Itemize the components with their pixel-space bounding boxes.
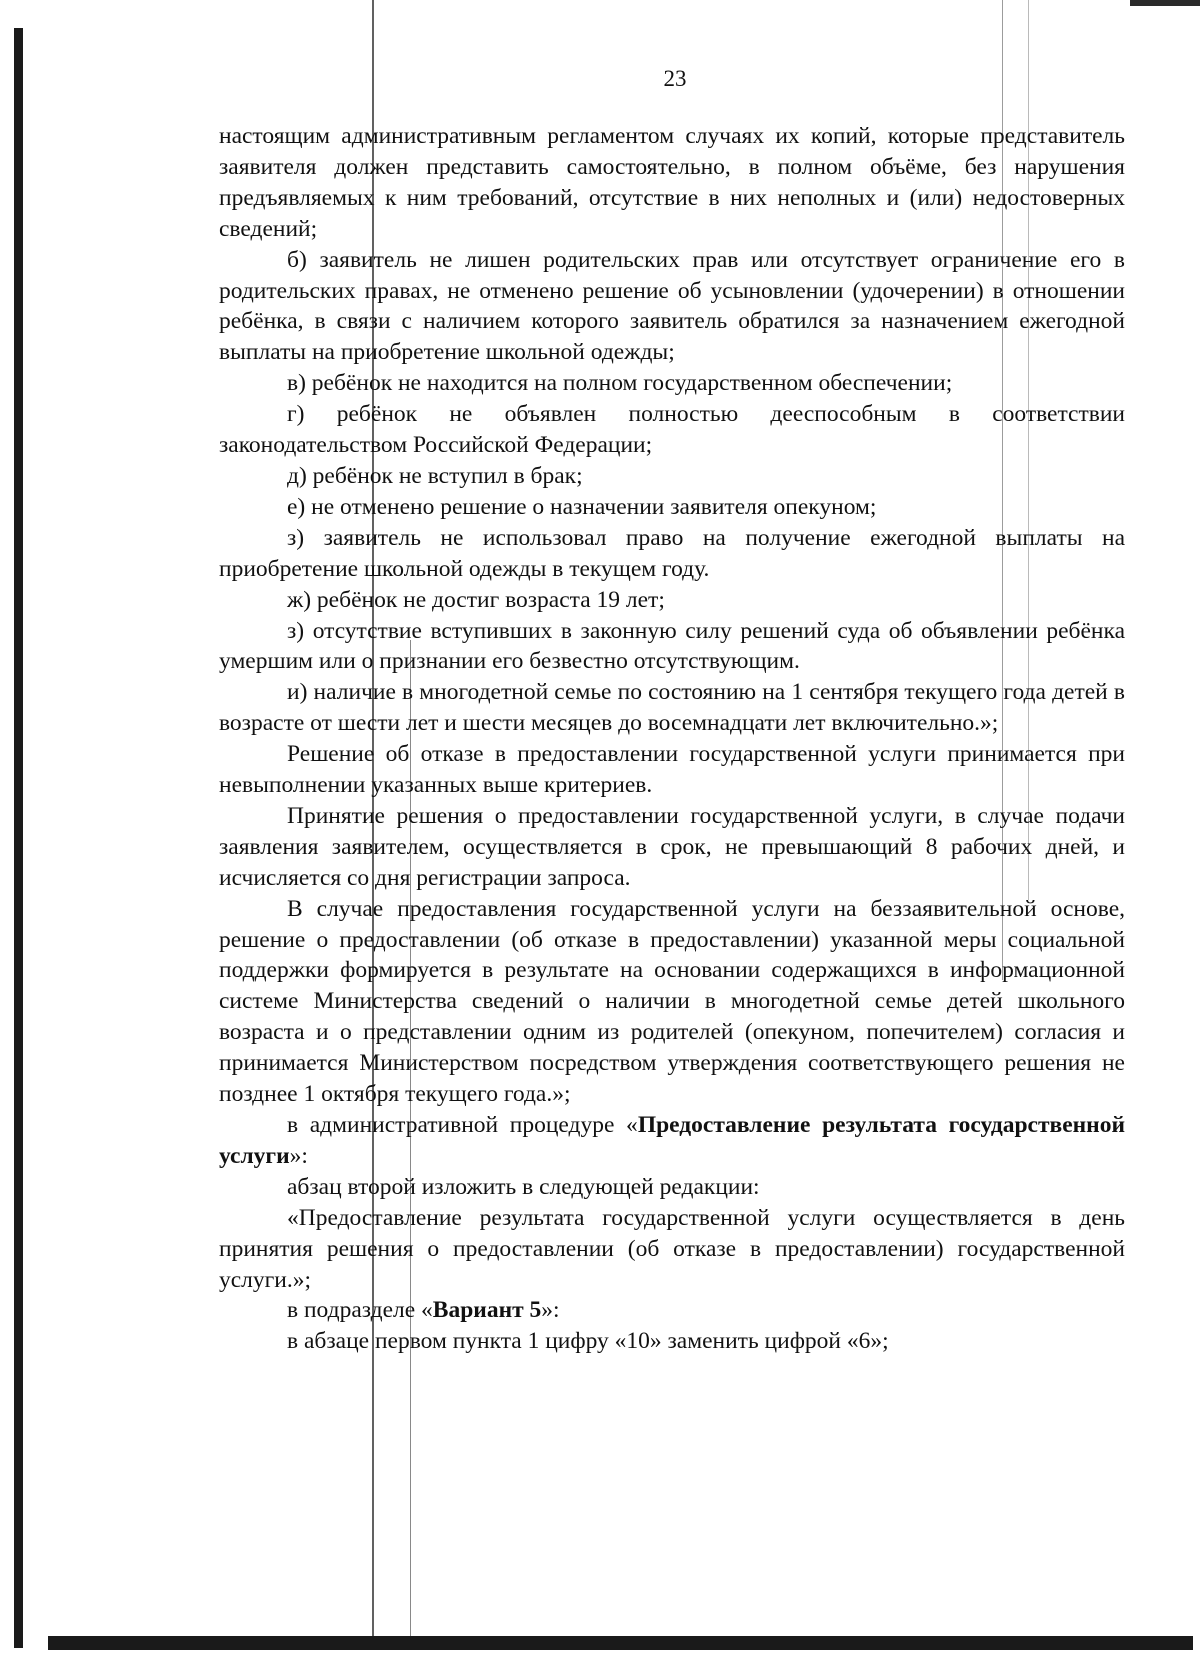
variant-title: Вариант 5 <box>432 1297 542 1324</box>
paragraph: «Предоставление результата государственной услуги осуществляется в день принятия решения о предоставлении (об отказе в предоставлении) государственной услуги.»; <box>219 1204 1125 1293</box>
paragraph: д) ребёнок не вступил в брак; <box>287 462 583 489</box>
variant-suffix: »: <box>541 1297 560 1324</box>
procedure-title: Предоставление результата государственной услуги <box>219 1112 1125 1169</box>
variant-prefix: в подразделе « <box>287 1297 433 1324</box>
paragraph: е) не отменено решение о назначении заявителя опекуном; <box>287 493 877 520</box>
paragraph: В случае предоставления государственной услуги на беззаявительной основе, решение о предоставлении (об отказе в предоставлении) указанной меры социальной поддержки формируется в результате на основании содержащихся в информационной системе Министерства сведений о наличии в многодетной семье детей школьного возраста и о представлении одним из родителей (опекуном, попечителем) согласия и принимается Министерством посредством утверждения соответствующего решения не позднее 1 октября текущего года.»; <box>219 895 1125 1108</box>
scan-left-edge <box>14 28 23 1648</box>
paragraph: и) наличие в многодетной семье по состоянию на 1 сентября текущего года детей в возрасте от шести лет и шести месяцев до восемнадцати лет включительно.»; <box>219 679 1125 737</box>
procedure-paragraph <box>219 1110 1125 1172</box>
paragraph: ж) ребёнок не достиг возраста 19 лет; <box>287 586 665 613</box>
paragraph: Решение об отказе в предоставлении государственной услуги принимается при невыполнении указанных выше критериев. <box>219 741 1125 799</box>
paragraph: з) отсутствие вступивших в законную силу решений суда об объявлении ребёнка умершим или о признании его безвестно отсутствующим. <box>219 617 1125 675</box>
scan-bottom-edge <box>48 1636 1193 1650</box>
procedure-suffix: »: <box>289 1142 308 1169</box>
paragraph: настоящим административным регламентом случаях их копий, которые представитель заявителя должен представить самостоятельно, в полном объёме, без нарушения предъявляемых к ним требований, отсутствие в них неполных и (или) недостоверных сведений; <box>219 123 1125 242</box>
document-body <box>219 121 1125 1357</box>
paragraph: в) ребёнок не находится на полном государственном обеспечении; <box>287 370 953 397</box>
page-number: 23 <box>663 66 687 91</box>
paragraph: б) заявитель не лишен родительских прав или отсутствует ограничение его в родительских правах, не отменено решение об усыновлении (удочерении) в отношении ребёнка, в связи с наличием которого заявитель обратился за назначением ежегодной выплаты на приобретение школьной одежды; <box>219 246 1125 366</box>
paragraph: з) заявитель не использовал право на получение ежегодной выплаты на приобретение школьной одежды в текущем году. <box>219 524 1125 582</box>
paragraph: абзац второй изложить в следующей редакции: <box>287 1173 760 1200</box>
procedure-prefix: в административной процедуре « <box>287 1112 638 1138</box>
scan-top-right-edge <box>1130 0 1200 6</box>
paragraph: Принятие решения о предоставлении государственной услуги, в случае подачи заявления заявителем, осуществляется в срок, не превышающий 8 рабочих дней, и исчисляется со дня регистрации запроса. <box>219 802 1125 891</box>
paragraph: в абзаце первом пункта 1 цифру «10» заменить цифрой «6»; <box>287 1328 889 1355</box>
paragraph: г) ребёнок не объявлен полностью дееспособным в соответствии законодательством Российской Федерации; <box>219 401 1125 459</box>
variant-paragraph <box>219 1295 1125 1326</box>
